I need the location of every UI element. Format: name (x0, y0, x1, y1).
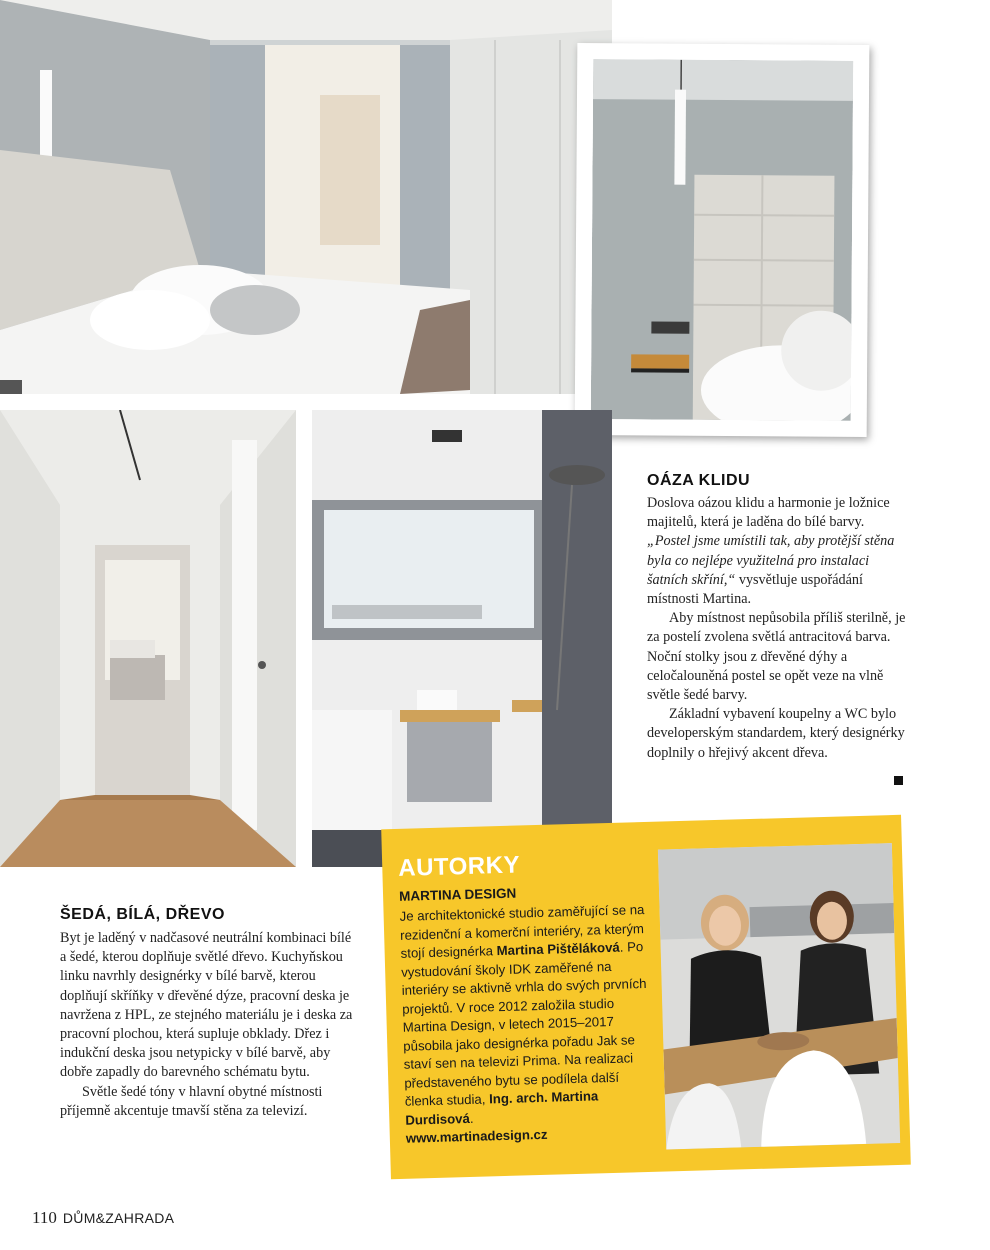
seda-heading: ŠEDÁ, BÍLÁ, DŘEVO (60, 906, 225, 923)
oaza-body (647, 494, 909, 763)
oaza-paragraph-1: Doslova oázou klidu a harmonie je ložnice majitelů, která je laděna do bílé barvy. „Postel jsme umístili tak, aby protější stěna byla co nejlépe využitelná pro instalaci šatních skříní,“ vysvětluje uspořádání místnosti Martina. (647, 495, 895, 608)
autorky-body: Je architektonické studio zaměřující se na rezidenční a komerční interiéry, za kterým stojí designérka Martina Pištěláková. Po vystudování školy IDK zaměřené na interiéry se aktivně vrhla do svých prvních projektů. V roce 2012 založila studio Martina Design, v letech 2015–2017 působila jako designérka pořadu Jak se staví sen na televizi Prima. Na realizaci představeného bytu se podílela další členka studia, Ing. arch. Martina Durdisová. www.martinadesign.cz (399, 902, 647, 1146)
magazine-name: DŮM&ZAHRADA (62, 1210, 175, 1226)
seda-paragraph-1: Byt je laděný v nadčasové neutrální kombinaci bílé a šedé, kterou doplňuje světlé dřevo. Kuchyňskou linku navrhly designérky v bílé barvě, kterou doplňují skříňky v dřevěné dýze, pracovní deska je navržena z HPL, ze stejného materiálu je i deska za pracovní plochou, která supluje obklady. Dřez i indukční deska jsou netypicky v bílé barvě, aby dobře zapadly do barevného schématu bytu. (60, 930, 353, 1081)
designer-name-1: Martina Pištěláková (496, 939, 620, 959)
article-end-mark (894, 776, 903, 785)
bedroom-photo (0, 0, 612, 394)
oaza-quote: „Postel jsme umístili tak, aby protější stěna byla co nejlépe využitelná pro instalaci šatních skříní,“ (647, 533, 895, 588)
bedside-photo (591, 59, 854, 421)
seda-body (60, 929, 360, 1121)
page-footer (32, 1208, 174, 1228)
page-number: 110 (32, 1208, 57, 1227)
designer-name-2: Ing. arch. Martina Durdisová (405, 1088, 599, 1128)
website-link[interactable]: www.martinadesign.cz (405, 1126, 548, 1146)
oaza-paragraph-3: Základní vybavení koupelny a WC bylo developerským standardem, který designérky doplnily o hřejivý akcent dřeva. (647, 706, 905, 761)
bedside-photo-frame (575, 43, 870, 437)
bathroom-photo (312, 410, 612, 867)
oaza-paragraph-2: Aby místnost nepůsobila příliš sterilně, je za postelí zvolena světlá antracitová barva. Noční stolky jsou z dřevěné dýhy a celočalouněná postel se opět veze na vlně světle šedé barvy. (647, 610, 906, 704)
designers-photo (658, 843, 900, 1149)
autorky-subtitle: MARTINA DESIGN (398, 885, 517, 904)
seda-paragraph-2: Světle šedé tóny v hlavní obytné místnosti příjemně akcentuje tmavší stěna za televizí. (60, 1083, 323, 1119)
hallway-photo (0, 410, 296, 867)
autorky-box (381, 815, 911, 1179)
autorky-title: AUTORKY (397, 851, 521, 882)
oaza-heading: OÁZA KLIDU (647, 472, 751, 489)
